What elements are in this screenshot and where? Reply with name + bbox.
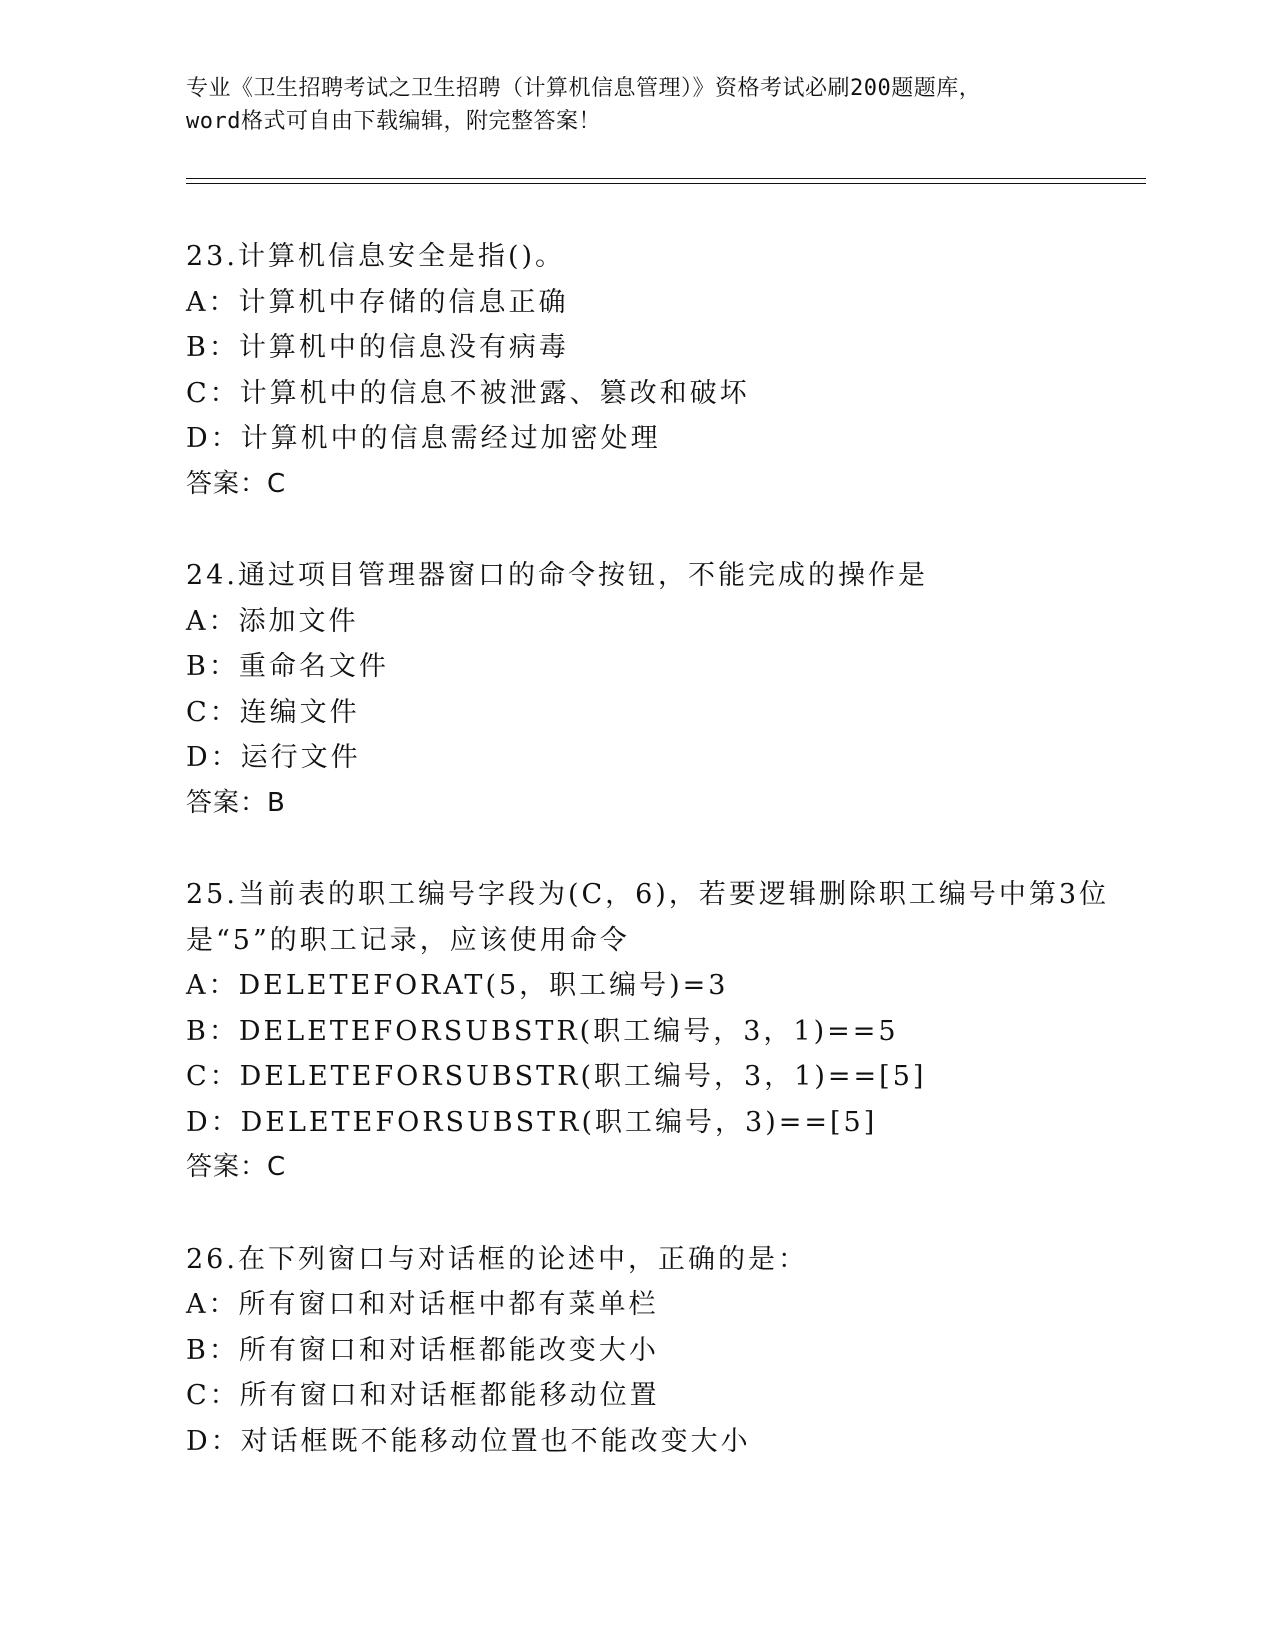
question-stem-line-2: 是“5”的职工记录，应该使用命令 <box>186 924 630 956</box>
option-b: B：所有窗口和对话框都能改变大小 <box>186 1334 659 1366</box>
option-c: C：连编文件 <box>186 696 360 728</box>
document-header <box>186 72 1146 138</box>
question-stem: 24.通过项目管理器窗口的命令按钮，不能完成的操作是 <box>186 560 928 591</box>
question-25 <box>186 872 1146 1191</box>
answer-line: 答案：B <box>186 787 286 818</box>
option-d: D：对话框既不能移动位置也不能改变大小 <box>186 1425 751 1457</box>
question-stem: 23.计算机信息安全是指()。 <box>186 241 566 272</box>
option-d: D：计算机中的信息需经过加密处理 <box>186 423 661 454</box>
option-b: B：重命名文件 <box>186 651 389 682</box>
question-stem: 26.在下列窗口与对话框的论述中，正确的是： <box>186 1243 808 1275</box>
question-26 <box>186 1237 1146 1465</box>
question-24 <box>186 553 1146 826</box>
option-c: C：计算机中的信息不被泄露、篡改和破坏 <box>186 377 750 409</box>
option-d: D：DELETEFORSUBSTR(职工编号，3)==[5] <box>186 1106 878 1138</box>
question-stem-line-1: 25.当前表的职工编号字段为(C，6)，若要逻辑删除职工编号中第3位 <box>186 879 1110 910</box>
header-divider-bottom <box>186 183 1146 184</box>
option-c: C：DELETEFORSUBSTR(职工编号，3，1)==[5] <box>186 1061 927 1092</box>
option-a: A：所有窗口和对话框中都有菜单栏 <box>186 1289 659 1320</box>
option-c: C：所有窗口和对话框都能移动位置 <box>186 1380 660 1411</box>
option-d: D：运行文件 <box>186 742 361 773</box>
answer-line: 答案：C <box>186 468 287 499</box>
header-title-line: 专业《卫生招聘考试之卫生招聘（计算机信息管理）》资格考试必刷200题题库， <box>186 76 982 101</box>
option-a: A：DELETEFORAT(5，职工编号)=3 <box>186 970 729 1001</box>
option-a: A：添加文件 <box>186 605 359 637</box>
option-b: B：DELETEFORSUBSTR(职工编号，3，1)==5 <box>186 1015 899 1047</box>
answer-line: 答案：C <box>186 1152 287 1182</box>
option-a: A：计算机中存储的信息正确 <box>186 286 569 318</box>
option-b: B：计算机中的信息没有病毒 <box>186 332 569 363</box>
header-subtitle-line: word格式可自由下载编辑，附完整答案！ <box>186 109 601 134</box>
question-23 <box>186 234 1146 507</box>
question-list <box>186 234 1146 1464</box>
header-divider-top <box>186 178 1146 179</box>
